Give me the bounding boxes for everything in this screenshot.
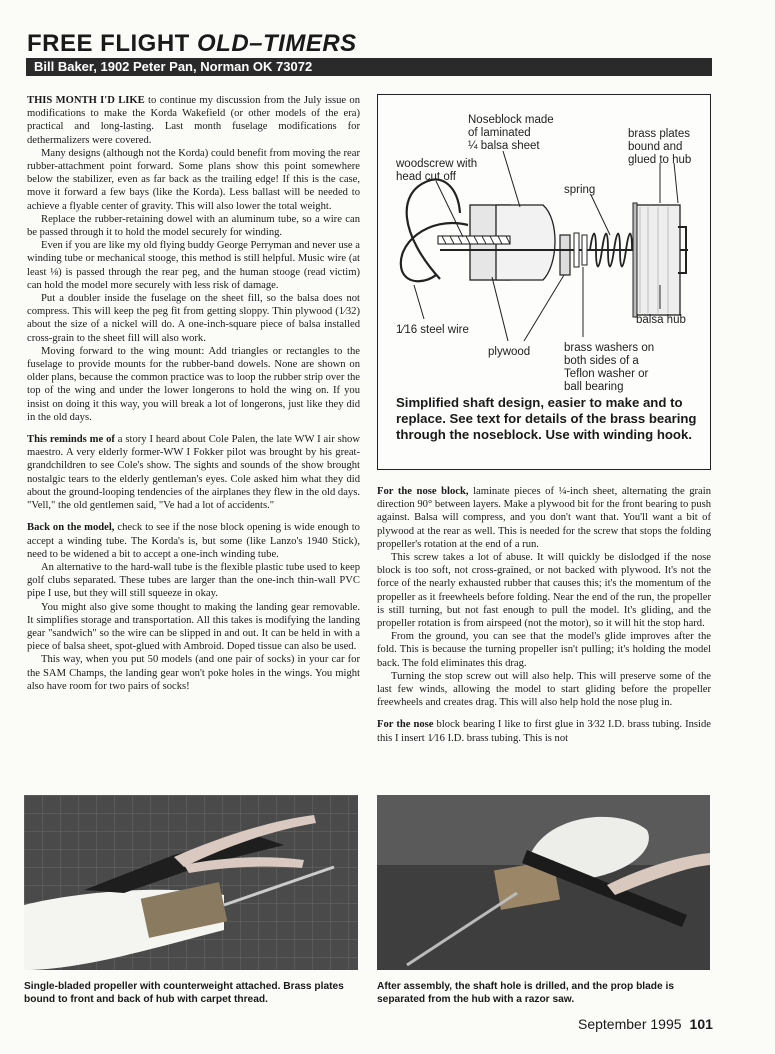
label-brass-plates-3: glued to hub <box>628 154 692 166</box>
washer-1 <box>574 233 579 267</box>
paragraph <box>27 213 360 239</box>
label-plywood: plywood <box>488 346 531 358</box>
paragraph <box>377 718 711 744</box>
label-spring: spring <box>564 184 596 196</box>
label-woodscrew-2: head cut off <box>396 171 456 183</box>
paragraph-text: From the ground, you can see that the model's glide improves after the fold. This is because the turning propeller isn't pulling; it's holding the model back. The fold eliminates this drag. <box>377 631 711 669</box>
paragraph-text: Even if you are like my old flying buddy George Perryman and never use a winding tube or mechanical stooge, this method is still helpful. Music wire (at least ⅛) is passed through the rear peg, and the human stooge (read victim) can hold the model more securely with less risk of damage. <box>27 240 360 291</box>
author-byline: Bill Baker, 1902 Peter Pan, Norman OK 73072 <box>26 58 712 76</box>
paragraph <box>27 292 360 345</box>
paragraph-text: You might also give some thought to making the landing gear removable. It simplifies storage and transportation. All this takes is modifying the landing gear "sandwich" so the wire can be slipped in and out. It can be held in with a piece of balsa sheet, spot-glued with Ambroid. Doped tissue can also be used. <box>27 601 360 653</box>
label-washers-1: brass washers on <box>564 342 655 354</box>
paragraph-text: Many designs (although not the Korda) could benefit from moving the rear rubber-attachment point forward. Some plans show this point somewhere below the stabilizer, even as far back as the trailing edge! If this is the case, move it forward a few bays (like the Korda). Less ballast will be needed to achieve a flyable center of gravity. This will also lower the total weight. <box>27 147 360 212</box>
label-noseblock-3: ¼ balsa sheet <box>468 140 540 152</box>
shaft-diagram <box>377 94 711 470</box>
leader-plywood-1 <box>492 277 508 341</box>
paragraph <box>27 521 360 561</box>
paragraph <box>377 630 711 670</box>
leader-noseblock <box>503 151 520 207</box>
title-main: FREE FLIGHT <box>27 30 197 57</box>
plywood-plate <box>560 235 570 275</box>
paragraph <box>27 94 360 147</box>
label-washers-4: ball bearing <box>564 381 624 393</box>
propeller-photo-drawing <box>24 795 358 970</box>
paragraph-lead: Back on the model, <box>27 522 115 534</box>
label-noseblock-2: of laminated <box>468 127 531 139</box>
page-title <box>27 30 357 58</box>
paragraph-text: laminate pieces of ¼-inch sheet, alternating the grain direction 90° between layers. Make a plywood bit for the front bearing to push against. Balsa will compress, and you don't want that. You'll want a bit of plywood at the rear as well. This is needed for the screw that stops the folding propeller's rotation at the end of a run. <box>377 486 712 550</box>
paragraph-text: block bearing I like to first glue in 3⁄32 I.D. brass tubing. Inside this I insert 1⁄16 I.D. brass tubing. This is not <box>377 719 711 744</box>
leader-plates-2 <box>674 163 678 203</box>
woodscrew <box>438 236 510 244</box>
paragraph-lead: For the nose block, <box>377 486 469 497</box>
assembly-photo-drawing <box>377 795 710 970</box>
paragraph-text: Moving forward to the wing mount: Add triangles or rectangles to the fuselage to provide mounts for the rubber-band dowels. None are shown on older plans, because the common practice was to loop the rubber strip over the top of the wing and under the lower longerons to hold the wing on. If you insist on doing it this way, you will break a lot of longerons, just like they did in the old days. <box>27 345 361 423</box>
paragraph-lead: This reminds me of <box>27 434 115 446</box>
paragraph <box>27 561 360 601</box>
page-footer <box>578 1016 713 1032</box>
washer-2 <box>582 235 587 265</box>
diagram-caption: Simplified shaft design, easier to make and to replace. See text for details of the brass bearing through the noseblock. Use with winding hook. <box>396 395 697 442</box>
label-brass-plates-1: brass plates <box>628 128 691 140</box>
paragraph <box>27 239 360 292</box>
leader-steel-wire <box>414 285 424 319</box>
label-balsa-hub: balsa hub <box>636 314 686 326</box>
propeller-photo <box>24 795 358 970</box>
paragraph <box>27 433 360 512</box>
paragraph-text: check to see if the nose block opening is wide enough to accept a winding tube. The Korda's is, but some (like Lanzo's 1940 Stick), need to be widened a bit to accept a one-inch winding tube. <box>27 522 360 560</box>
title-italic: OLD–TIMERS <box>197 30 357 57</box>
left-text-column <box>27 94 360 693</box>
issue-date: September 1995 <box>578 1016 682 1032</box>
paragraph-text: An alternative to the hard-wall tube is the flexible plastic tube used to keep golf clubs separated. These tubes are larger than the one-inch thin-wall PVC pipe I use, but they will still squeeze in okay. <box>27 561 360 600</box>
leader-spring <box>591 195 610 235</box>
paragraph-text: Turning the stop screw out will also help. This will preserve some of the last few winds, allowing the model to start gliding before the propeller freewheels and creates drag. This will also help hold the nose plug in. <box>377 670 711 709</box>
paragraph <box>27 345 360 424</box>
assembly-photo <box>377 795 710 970</box>
paragraph-text: a story I heard about Cole Palen, the late WW I air show maestro. A very elderly former-WW I Fokker pilot was brought by his great-grandchildren to see Cole's show. The sights and sounds of the show brought nostalgic tears to the elderly gentleman's eyes. Cole asked him what they did about the ground-looping tendencies of the airplanes they flew in the old days. "Vell," the old gentlemen said, "Ve had a lot of accidents." <box>27 434 360 512</box>
label-noseblock-1: Noseblock made <box>468 114 554 126</box>
label-brass-plates-2: bound and <box>628 141 683 153</box>
paragraph-lead: For the nose <box>377 719 434 731</box>
photo-caption-left: Single-bladed propeller with counterweight attached. Brass plates bound to front and back of hub with carpet thread. <box>24 981 344 1005</box>
paragraph <box>377 485 711 551</box>
paragraph-text: to continue my discussion from the July issue on modifications to make the Korda Wakefield (or other models of the era) practical and long-lasting. Last month fuselage modifications for dethermalizers were covered. <box>27 95 360 146</box>
paragraph <box>27 653 360 693</box>
label-washers-2: both sides of a <box>564 355 639 367</box>
paragraph <box>377 551 711 630</box>
paragraph-lead: THIS MONTH I'D LIKE <box>27 95 145 106</box>
paragraph-text: This way, when you put 50 models (and one pair of socks) in your car for the SAM Champs, the landing gear won't poke holes in the wings. You might also have room for two pairs of socks! <box>27 654 360 692</box>
page-number: 101 <box>689 1016 713 1032</box>
paragraph <box>27 147 360 213</box>
paragraph-text: Replace the rubber-retaining dowel with an aluminum tube, so a wire can be passed through it to hold the model securely for winding. <box>27 213 360 239</box>
paragraph-text: Put a doubler inside the fuselage on the sheet fill, so the balsa does not compress. This will keep the peg fit from getting sloppy. Thin plywood (1⁄32) about the size of a nickel will do. A one-inch-square piece of balsa installed cross-grain to the sheet fill will also work. <box>27 293 360 344</box>
paragraph <box>27 601 360 654</box>
label-washers-3: Teflon washer or <box>564 368 649 380</box>
paragraph <box>377 670 711 710</box>
wire-hook <box>407 179 460 279</box>
photo-caption-right: After assembly, the shaft hole is drilled, and the prop blade is separated from the hub with a razor saw. <box>377 981 675 1005</box>
label-steel-wire: 1⁄16 steel wire <box>396 324 469 336</box>
brass-plate <box>633 203 637 317</box>
paragraph-text: This screw takes a lot of abuse. It will quickly be dislodged if the nose block is too soft, not cross-grained, or not backed with plywood. It's not the force of the nearly exhausted rubber that causes this; it's the momentum of the propeller as it freewheels before folding. Near the end of the run, the propeller is still turning, but not fast enough to pull the model. It's gliding, and the propeller rotation is from airspeed (not the motor), so it will hit the stop hard. <box>377 552 711 630</box>
leader-plywood-2 <box>524 275 564 341</box>
label-woodscrew-1: woodscrew with <box>396 158 478 170</box>
right-text-column <box>377 485 711 745</box>
